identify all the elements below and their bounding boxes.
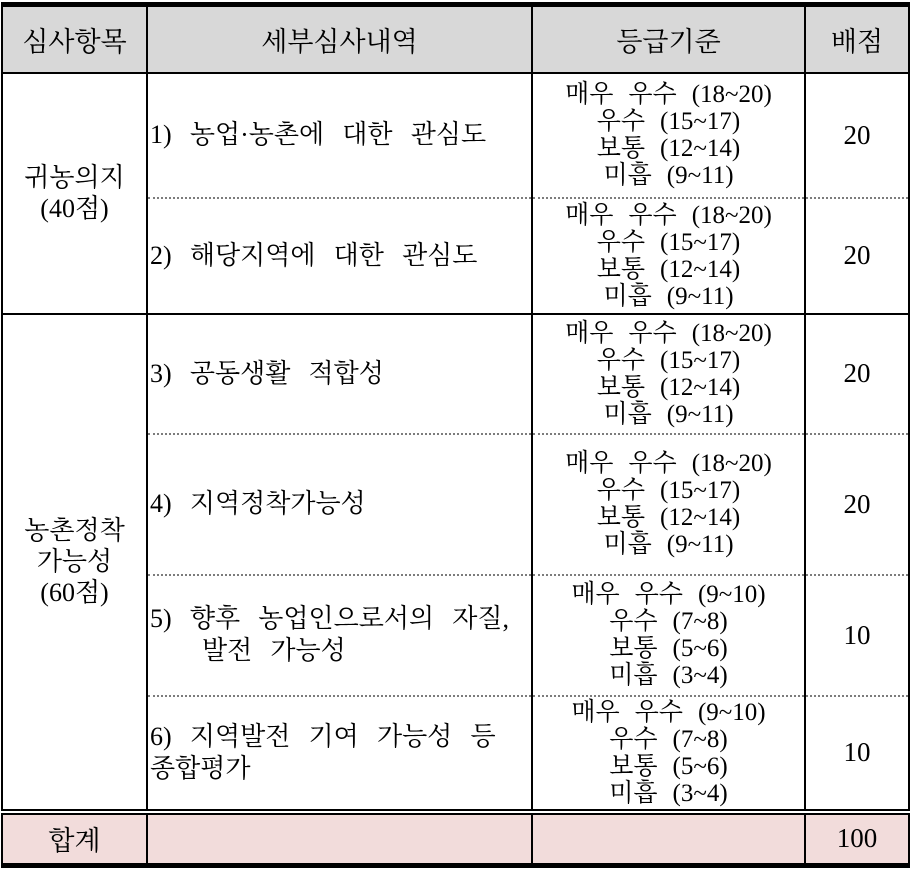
table-header-row — [2, 5, 909, 73]
header-cell-category: 심사항목 — [2, 5, 147, 73]
points-cell: 20 — [805, 314, 909, 434]
detail-cell — [147, 575, 532, 696]
detail-line: 종합평가 — [150, 753, 251, 783]
grade-criteria-cell — [532, 434, 805, 575]
detail-cell — [147, 696, 532, 812]
grade-line: 보통 (5~6) — [609, 752, 728, 780]
grade-line: 매우 우수 (9~10) — [571, 581, 766, 608]
points-cell: 20 — [805, 198, 909, 314]
header-cell-detail: 세부심사내역 — [147, 5, 532, 73]
detail-cell — [147, 73, 532, 198]
category-line: 가능성 — [36, 547, 113, 576]
total-row — [2, 812, 909, 866]
grade-line: 우수 (15~17) — [596, 477, 741, 504]
grade-line: 매우 우수 (18~20) — [565, 81, 772, 108]
header-cell-points: 배점 — [805, 5, 909, 73]
grade-line: 보통 (12~14) — [596, 135, 741, 162]
category-cell-group2 — [2, 314, 147, 812]
grade-criteria-cell — [532, 696, 805, 812]
detail-line: 3) 공동생활 적합성 — [150, 358, 384, 388]
grade-line: 미흡 (9~11) — [603, 282, 734, 310]
category-line: 농촌정착 — [24, 516, 125, 545]
detail-cell — [147, 434, 532, 575]
total-label-cell: 합계 — [2, 812, 147, 866]
category-line: (40점) — [40, 194, 109, 223]
total-empty-detail-cell — [147, 812, 532, 866]
grade-line: 매우 우수 (18~20) — [565, 450, 772, 477]
grade-line: 매우 우수 (18~20) — [565, 319, 772, 347]
category-cell-group1 — [2, 73, 147, 314]
evaluation-criteria-table — [1, 2, 910, 868]
grade-line: 우수 (7~8) — [609, 608, 728, 635]
grade-line: 우수 (15~17) — [596, 228, 741, 256]
grade-line: 미흡 (9~11) — [603, 162, 734, 189]
grade-line: 미흡 (9~11) — [603, 531, 734, 558]
grade-line: 매우 우수 (9~10) — [571, 698, 766, 726]
points-cell: 20 — [805, 434, 909, 575]
detail-line: 발전 가능성 — [202, 636, 346, 665]
grade-line: 미흡 (3~4) — [609, 662, 728, 689]
grade-line: 우수 (7~8) — [609, 725, 728, 753]
points-cell: 20 — [805, 73, 909, 198]
grade-line: 매우 우수 (18~20) — [565, 201, 772, 229]
table-row — [2, 314, 909, 434]
grade-line: 보통 (12~14) — [596, 504, 741, 531]
grade-criteria-cell — [532, 73, 805, 198]
detail-line: 4) 지역정착가능성 — [150, 489, 366, 518]
grade-line: 우수 (15~17) — [596, 346, 741, 374]
detail-cell — [147, 314, 532, 434]
detail-cell — [147, 198, 532, 314]
grade-line: 보통 (5~6) — [609, 635, 728, 662]
grade-criteria-cell — [532, 314, 805, 434]
detail-line: 2) 해당지역에 대한 관심도 — [150, 240, 478, 270]
grade-line: 보통 (12~14) — [596, 373, 741, 401]
grade-criteria-cell — [532, 575, 805, 696]
points-cell: 10 — [805, 696, 909, 812]
grade-line: 우수 (15~17) — [596, 108, 741, 135]
grade-line: 미흡 (9~11) — [603, 400, 734, 428]
detail-line: 6) 지역발전 기여 가능성 등 — [150, 721, 496, 751]
total-empty-grade-cell — [532, 812, 805, 866]
header-cell-grade-criteria: 등급기준 — [532, 5, 805, 73]
detail-line: 5) 향후 농업인으로서의 자질, — [150, 604, 510, 633]
total-points-cell: 100 — [805, 812, 909, 866]
category-line: 귀농의지 — [24, 163, 125, 192]
grade-line: 미흡 (3~4) — [609, 779, 728, 807]
grade-criteria-cell — [532, 198, 805, 314]
detail-line: 1) 농업·농촌에 대한 관심도 — [150, 120, 487, 149]
category-line: (60점) — [40, 578, 109, 607]
grade-line: 보통 (12~14) — [596, 255, 741, 283]
points-cell: 10 — [805, 575, 909, 696]
table-row — [2, 73, 909, 198]
